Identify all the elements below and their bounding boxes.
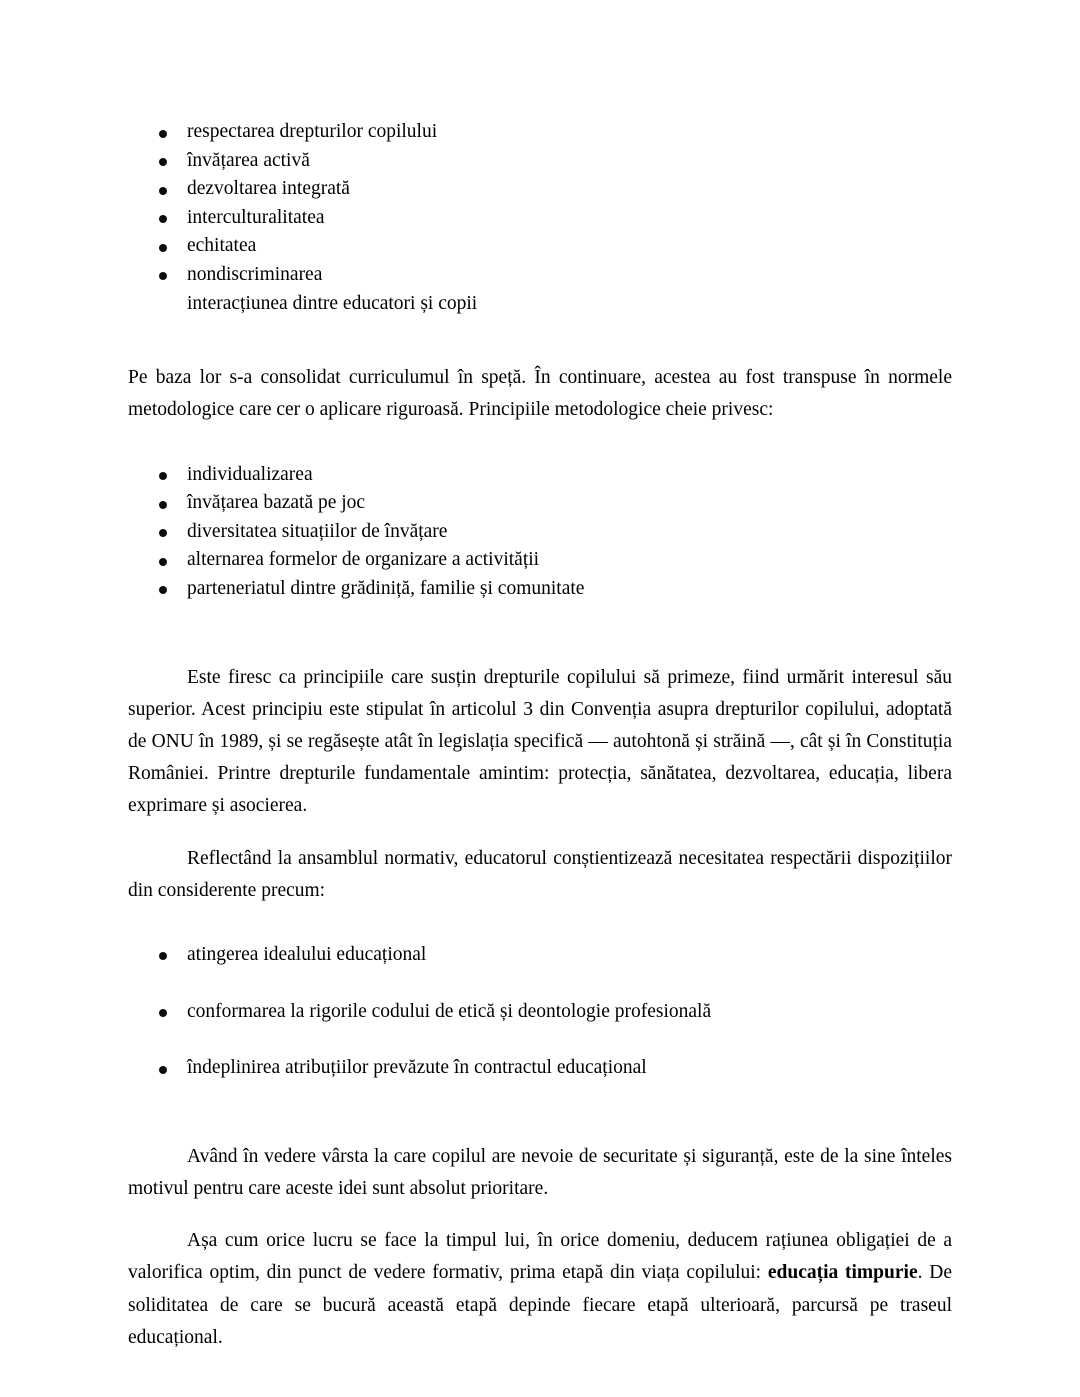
principles-list: [128, 118, 952, 290]
list-item: [128, 204, 952, 233]
list-item-label: învățarea activă: [187, 149, 310, 171]
bullet-icon: [159, 998, 168, 1027]
list-item: [128, 1054, 952, 1083]
list-item-label: individualizarea: [187, 463, 313, 485]
spacer: [128, 427, 952, 461]
bullet-icon: [159, 518, 168, 547]
methodological-principles-list: [128, 461, 952, 604]
bullet-icon: [159, 175, 168, 204]
list-item-label: învățarea bazată pe joc: [187, 492, 366, 514]
list-item-label: atingerea idealului educațional: [187, 943, 427, 965]
list-item-label: nondiscriminarea: [187, 263, 323, 285]
paragraph-lead-text: Așa cum orice lucru se face la timpul lui, în orice domeniu, deducem rațiunea obligației de a valorifica optim, din punct de vedere formativ, prima etapă din viața copilului:: [128, 1230, 952, 1284]
spacer: [128, 1083, 952, 1141]
list-item-label: dezvoltarea integrată: [187, 178, 350, 200]
paragraph-child-rights: Este firesc ca principiile care susțin drepturile copilului să primeze, fiind urmărit interesul său superior. Acest principiu este stipulat în articolul 3 din Convenția asupra drepturilor copilului, adoptată de ONU în 1989, și se regăsește atât în legislația specifică — autohtonă și străină —, cât și în Constituția României. Printre drepturile fundamentale amintim: protecția, sănătatea, dezvoltarea, educația, libera exprimare și asocierea.: [128, 666, 952, 817]
paragraph-normative-framework: Reflectând la ansamblul normativ, educatorul conștientizează necesitatea respectării dispozițiilor din considerente precum:: [128, 847, 952, 901]
list-item: [128, 575, 952, 604]
spacer: [128, 1205, 952, 1225]
list-item: [128, 998, 952, 1027]
bullet-icon: [159, 941, 168, 970]
list-item: [128, 175, 952, 204]
bullet-icon: [159, 147, 168, 176]
list-item-label: alternarea formelor de organizare a activității: [187, 549, 540, 571]
list-item: [128, 518, 952, 547]
bullet-icon: [159, 1054, 168, 1083]
list-item-label: echitatea: [187, 235, 257, 257]
list-item-label: conformarea la rigorile codului de etică și deontologie profesională: [187, 1000, 712, 1022]
paragraph-early-education: [128, 1225, 952, 1354]
paragraph-tail-text: . De soliditatea de care se bucură această etapă depinde fiecare etapă ulterioară, parcursă pe traseul educațional.: [128, 1262, 952, 1348]
spacer: [128, 318, 952, 362]
bullet-icon: [159, 546, 168, 575]
spacer: [128, 907, 952, 941]
bullet-icon: [159, 118, 168, 147]
list-item: [128, 546, 952, 575]
document-content: [128, 118, 952, 1354]
considerations-list: [128, 941, 952, 1083]
paragraph-curriculum: Pe baza lor s‑a consolidat curriculumul în speță. În continuare, acestea au fost transpuse în normele metodologice care cer o aplicare riguroasă. Principiile metodologice cheie privesc:: [128, 367, 952, 421]
emphasis-early-education: educația timpurie: [767, 1262, 918, 1284]
list-item: [128, 461, 952, 490]
list-item: [128, 941, 952, 970]
list-item: [128, 232, 952, 261]
spacer: [128, 823, 952, 843]
list-item: [128, 261, 952, 290]
list-item-label: interculturalitatea: [187, 206, 325, 228]
bullet-icon: [159, 204, 168, 233]
bullet-icon: [159, 232, 168, 261]
bullet-icon: [159, 261, 168, 290]
list-item-label: parteneriatul dintre grădiniță, familie și comunitate: [187, 577, 585, 599]
bullet-icon: [159, 461, 168, 490]
list-item-label: îndeplinirea atribuțiilor prevăzute în contractul educațional: [187, 1057, 647, 1079]
list-continuation-line: interacțiunea dintre educatori și copii: [187, 292, 478, 314]
list-item: [128, 118, 952, 147]
bullet-icon: [159, 575, 168, 604]
list-item: [128, 489, 952, 518]
spacer: [128, 604, 952, 662]
paragraph-security-need: Având în vedere vârsta la care copilul are nevoie de securitate și siguranță, este de la sine înteles motivul pentru care aceste idei sunt absolut prioritare.: [128, 1145, 952, 1199]
list-item-label: respectarea drepturilor copilului: [187, 121, 438, 142]
list-item-label: diversitatea situațiilor de învățare: [187, 520, 448, 542]
bullet-icon: [159, 489, 168, 518]
list-item: [128, 147, 952, 176]
